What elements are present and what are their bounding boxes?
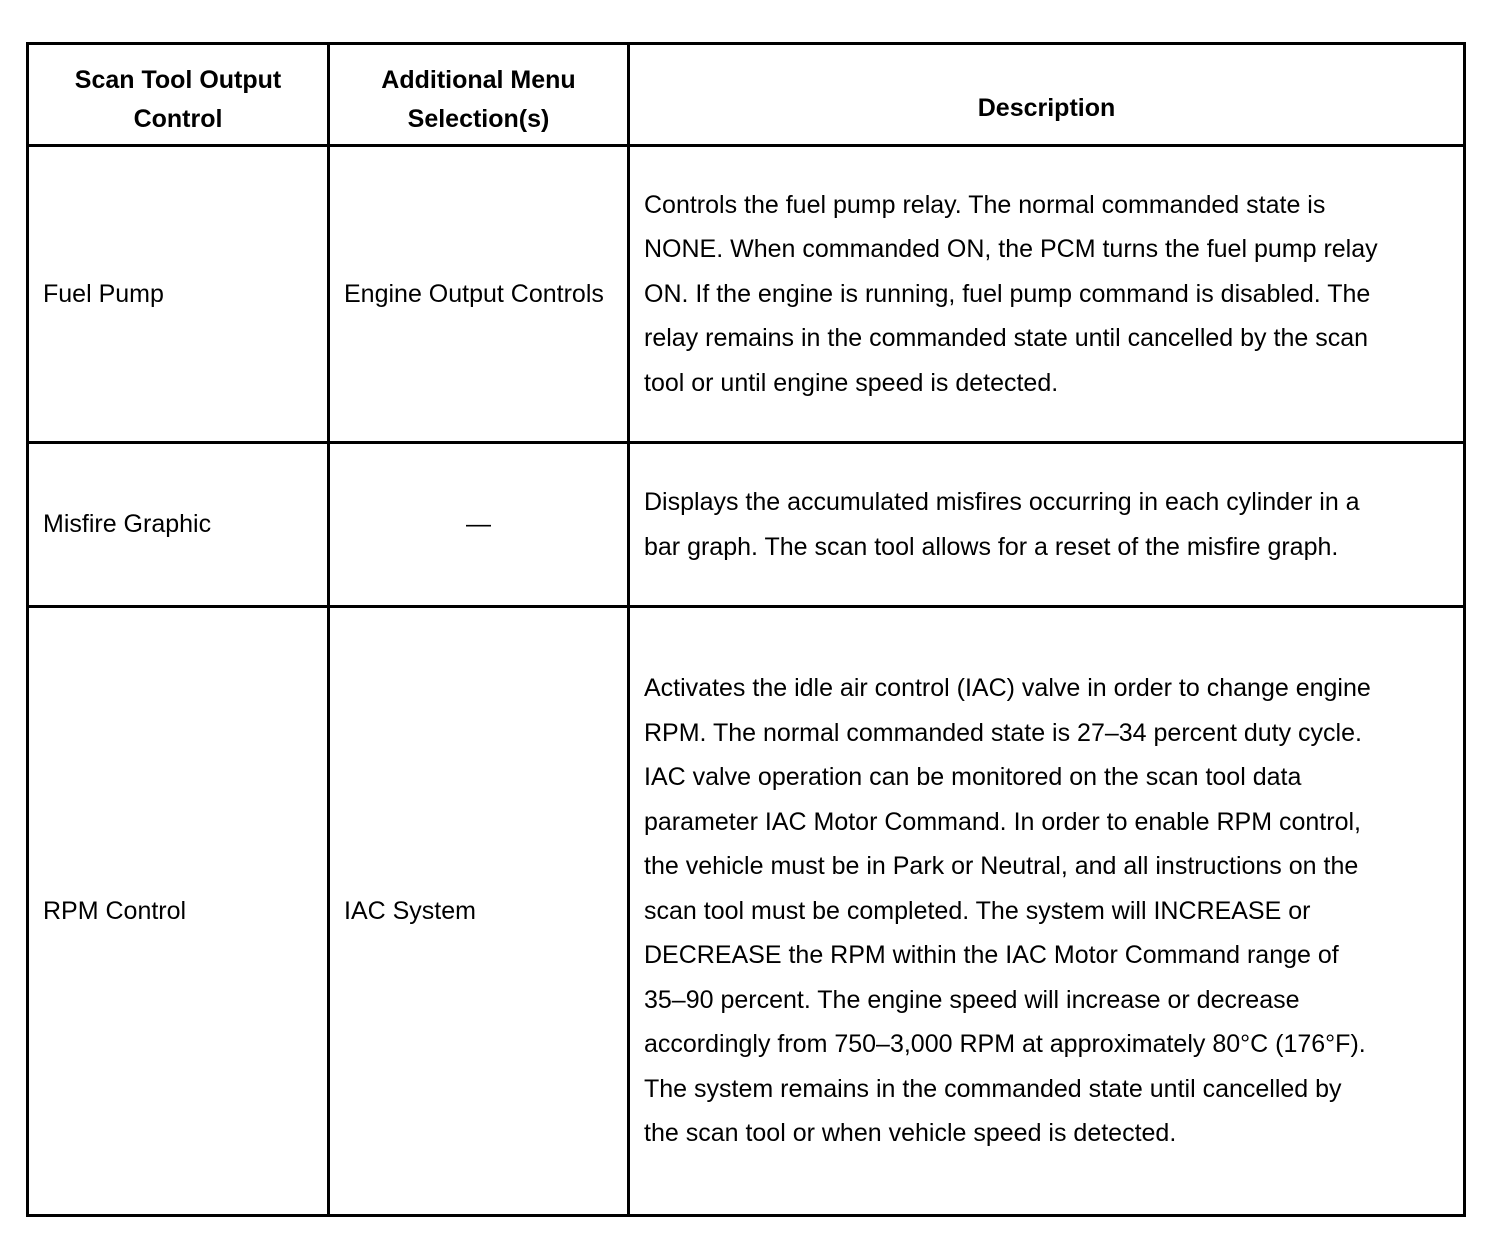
header-description: Description <box>629 44 1465 146</box>
output-control-cell: Fuel Pump <box>28 146 329 443</box>
menu-selection-cell: IAC System <box>329 607 629 1216</box>
menu-selection-cell: — <box>329 443 629 607</box>
table-row <box>28 146 1465 443</box>
table-row <box>28 607 1465 1216</box>
output-controls-table <box>26 42 1466 1217</box>
header-menu-selection: Additional Menu Selection(s) <box>329 44 629 146</box>
header-output-control: Scan Tool Output Control <box>28 44 329 146</box>
menu-selection-cell: Engine Output Controls <box>329 146 629 443</box>
output-control-cell: RPM Control <box>28 607 329 1216</box>
table-row <box>28 443 1465 607</box>
table-header-row <box>28 44 1465 146</box>
description-cell: Displays the accumulated misfires occurring in each cylinder in a bar graph. The scan tool allows for a reset of the misfire graph. <box>629 443 1465 607</box>
description-cell: Controls the fuel pump relay. The normal commanded state is NONE. When commanded ON, the PCM turns the fuel pump relay ON. If the engine is running, fuel pump command is disabled. The relay remains in the commanded state until cancelled by the scan tool or until engine speed is detected. <box>629 146 1465 443</box>
output-control-cell: Misfire Graphic <box>28 443 329 607</box>
description-cell: Activates the idle air control (IAC) valve in order to change engine RPM. The normal commanded state is 27–34 percent duty cycle. IAC valve operation can be monitored on the scan tool data parameter IAC Motor Command. In order to enable RPM control, the vehicle must be in Park or Neutral, and all instructions on the scan tool must be completed. The system will INCREASE or DECREASE the RPM within the IAC Motor Command range of 35–90 percent. The engine speed will increase or decrease accordingly from 750–3,000 RPM at approximately 80°C (176°F). The system remains in the commanded state until cancelled by the scan tool or when vehicle speed is detected. <box>629 607 1465 1216</box>
